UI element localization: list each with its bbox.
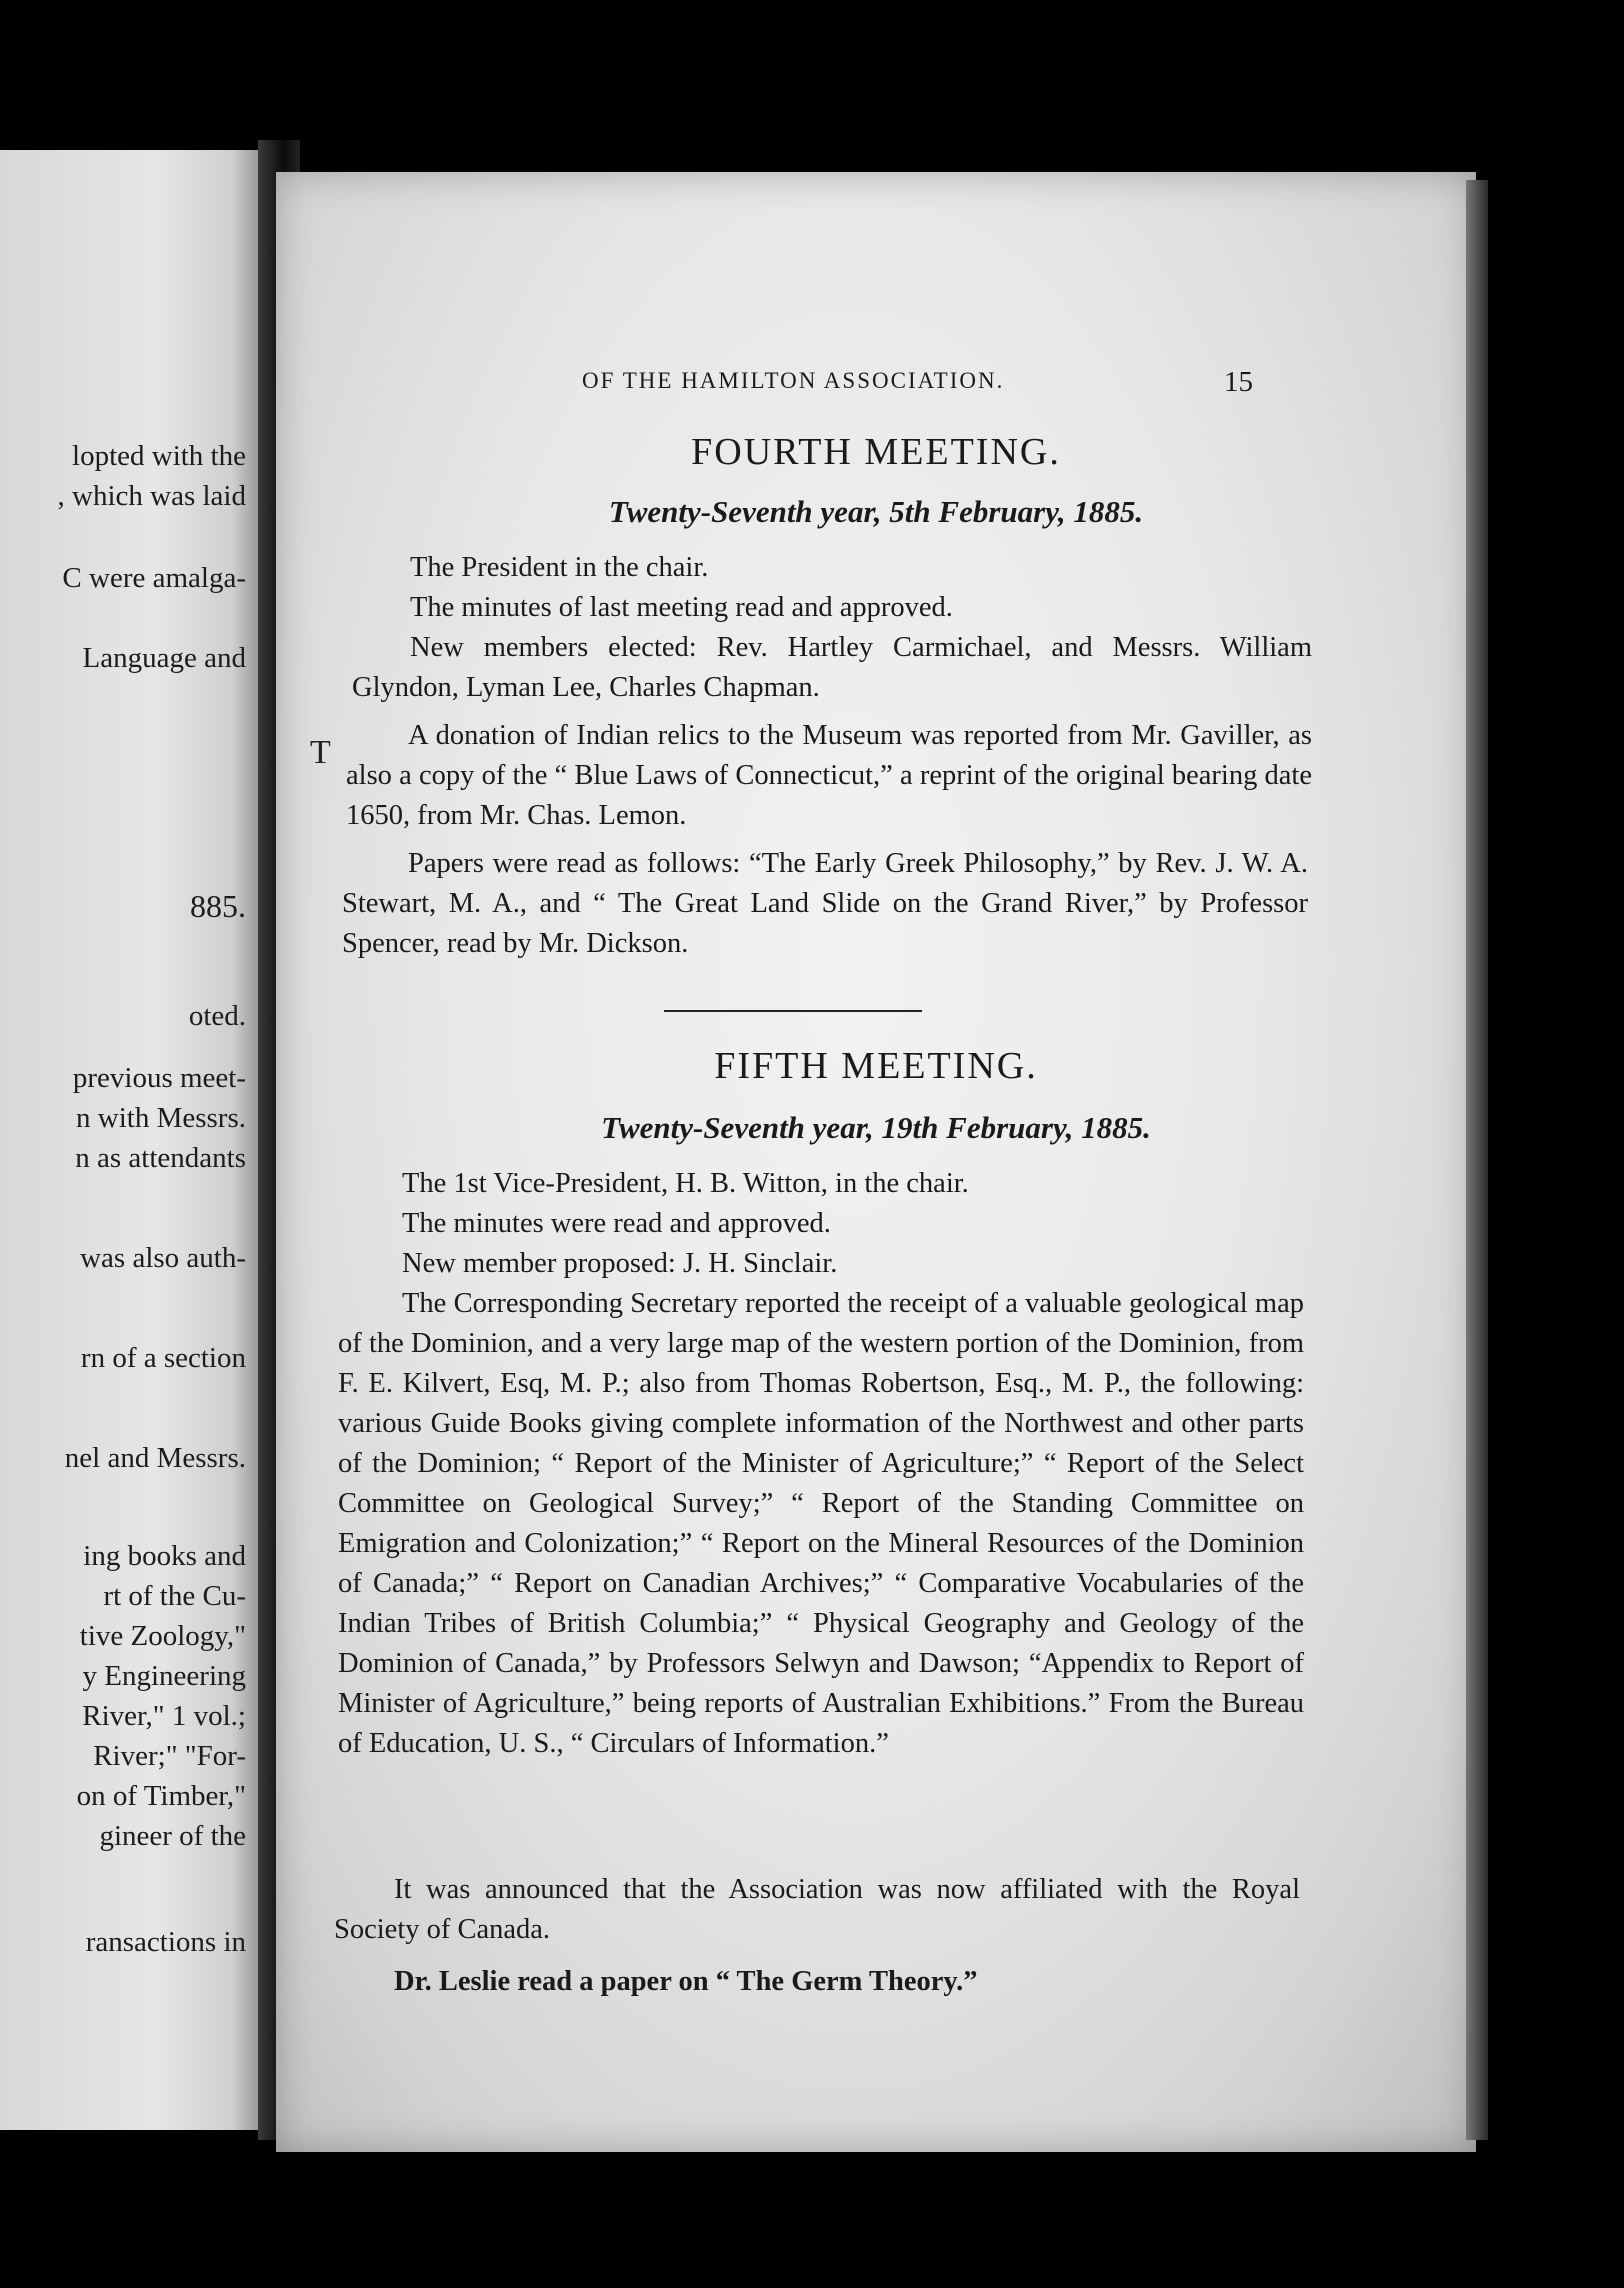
left-page-line: ransactions in	[85, 1926, 246, 1958]
left-page-line: oted.	[188, 1000, 246, 1032]
fifth-meeting-paragraph: The Corresponding Secretary reported the receipt of a valuable geological map of the Dominion, and a very large map of the western portion of the Dominion, from F. E. Kilvert, Esq, M. P.; also from Thomas Robertson, Esq., M. P., the following: various Guide Books giving complete information of the Northwest and other parts of the Dominion; “ Report of the Minister of Agriculture;” “ Report of the Select Committee on Geological Survey;” “ Report of the Standing Committee on Emigration and Colonization;” “ Report on the Mineral Resources of the Dominion of Canada;” “ Report on Canadian Archives;” “ Comparative Vocabularies of the Indian Tribes of British Columbia;” “ Physical Geography and Geology of the Dominion of Canada,” by Professors Selwyn and Dawson; “Appendix to Report of Minister of Agriculture,” being reports of Australian Exhibitions.” From the Bureau of Education, U. S., “ Circulars of Information.”	[338, 1288, 1304, 1759]
page-number: 15	[1224, 366, 1253, 398]
fourth-meeting-paragraph: The minutes of last meeting read and approved.	[410, 592, 953, 623]
right-page	[276, 172, 1476, 2152]
page-edge	[1466, 180, 1488, 2140]
left-page-line: rt of the Cu-	[103, 1580, 246, 1612]
section-divider	[664, 1010, 922, 1012]
left-page-line: rn of a section	[80, 1342, 246, 1374]
fifth-meeting-title: FIFTH MEETING.	[714, 1045, 1038, 1087]
fifth-meeting-paragraph: The 1st Vice-President, H. B. Witton, in the chair.	[402, 1168, 969, 1199]
fifth-meeting-paragraph: It was announced that the Association was now affiliated with the Royal Society of Canada.	[334, 1874, 1300, 1945]
left-page-line: ing books and	[83, 1540, 246, 1572]
left-page-line: y Engineering	[82, 1660, 246, 1692]
running-head: OF THE HAMILTON ASSOCIATION.	[582, 368, 1005, 393]
fourth-meeting-paragraph: New members elected: Rev. Hartley Carmichael, and Messrs. William Glyndon, Lyman Lee, Charles Chapman.	[352, 632, 1312, 703]
fourth-meeting-paragraph: A donation of Indian relics to the Museum was reported from Mr. Gaviller, as also a copy of the “ Blue Laws of Connecticut,” a reprint of the original bearing date 1650, from Mr. Chas. Lemon.	[346, 720, 1312, 831]
fourth-meeting-paragraph: Papers were read as follows: “The Early Greek Philosophy,” by Rev. J. W. A. Stewart, M. A., and “ The Great Land Slide on the Grand River,” by Professor Spencer, read by Mr. Dickson.	[342, 848, 1308, 959]
left-page-line: nel and Messrs.	[64, 1442, 246, 1474]
fifth-meeting-paragraph: New member proposed: J. H. Sinclair.	[402, 1248, 838, 1279]
left-page-line: n as attendants	[75, 1142, 246, 1174]
left-page-line: C were amalga-	[62, 562, 246, 594]
fifth-meeting-paragraph: Dr. Leslie read a paper on “ The Germ Theory.”	[394, 1966, 978, 1997]
left-page-line: tive Zoology,"	[79, 1620, 246, 1652]
left-page-line: was also auth-	[80, 1242, 246, 1274]
left-page-line: River;" "For-	[93, 1740, 246, 1772]
left-page-line: Language and	[82, 642, 246, 674]
left-page-line: lopted with the	[72, 440, 246, 472]
left-page-line: , which was laid	[57, 480, 246, 512]
left-page-line: 885.	[190, 888, 246, 924]
left-page-line: previous meet-	[72, 1062, 246, 1094]
fourth-meeting-title: FOURTH MEETING.	[691, 431, 1061, 473]
fourth-meeting-date: Twenty-Seventh year, 5th February, 1885.	[608, 494, 1144, 529]
fifth-meeting-paragraph: The minutes were read and approved.	[402, 1208, 831, 1239]
left-page-line: gineer of the	[99, 1820, 246, 1852]
left-page-line: River," 1 vol.;	[82, 1700, 246, 1732]
fifth-meeting-date: Twenty-Seventh year, 19th February, 1885.	[601, 1110, 1151, 1145]
left-page-line: n with Messrs.	[76, 1102, 246, 1134]
left-page-fragment	[0, 150, 258, 2130]
margin-mark: T	[310, 734, 331, 771]
left-page-line: on of Timber,"	[76, 1780, 246, 1812]
fourth-meeting-paragraph: The President in the chair.	[410, 552, 709, 583]
